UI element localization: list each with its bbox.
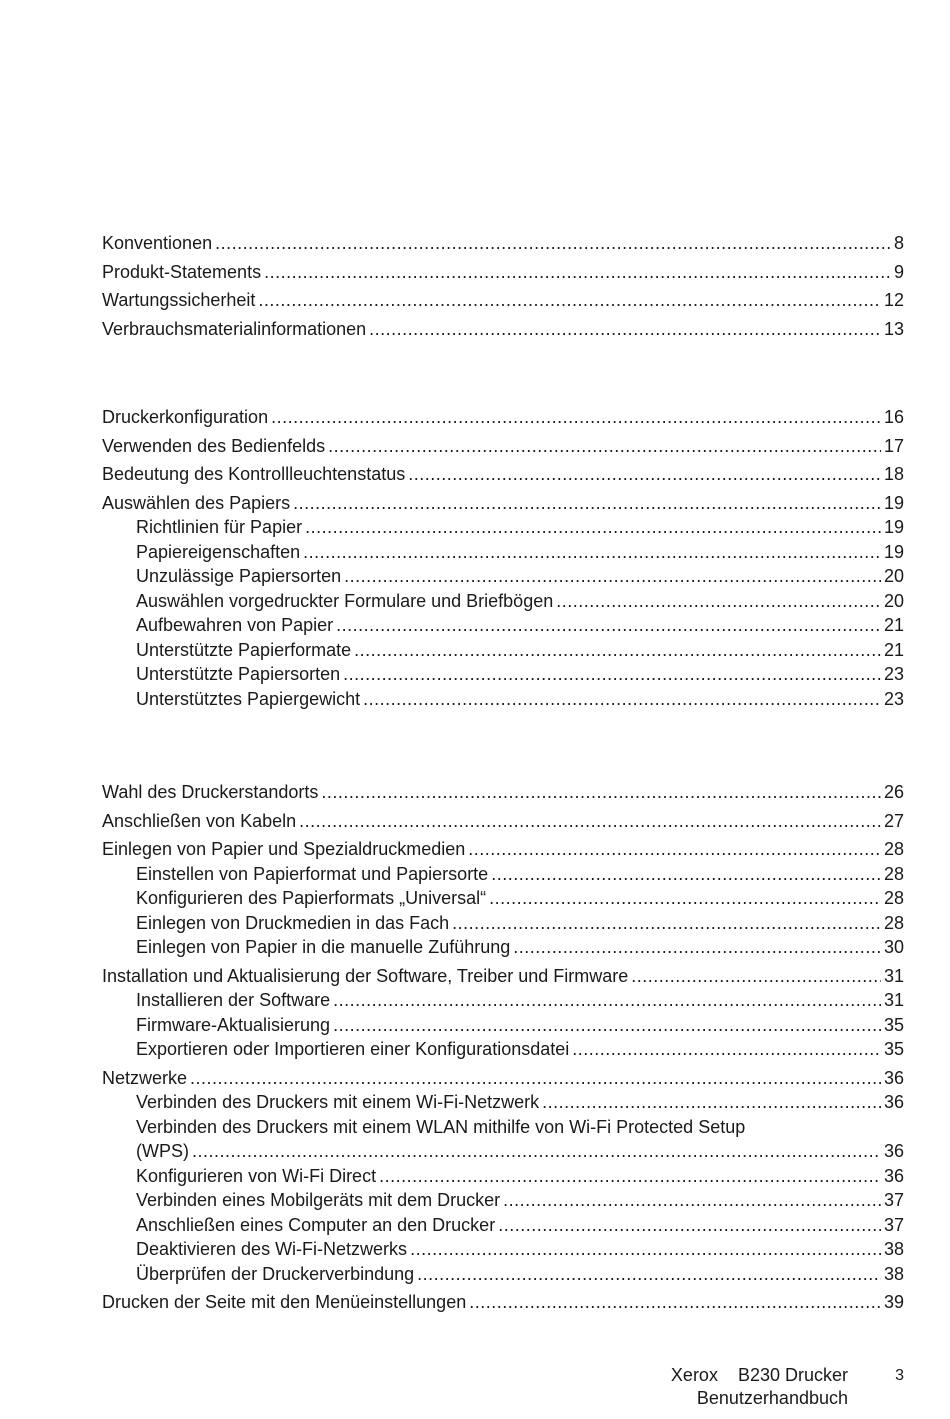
toc-entry[interactable] <box>102 405 904 430</box>
page-number: 3 <box>895 1367 904 1384</box>
toc-subentry[interactable] <box>102 935 904 960</box>
dot-leader <box>328 434 881 459</box>
toc-entry-title: Verbinden des Druckers mit einem Wi-Fi-Netzwerk <box>136 1092 540 1112</box>
dot-leader <box>264 260 891 285</box>
toc-entry-title: Anschließen eines Computer an den Drucker <box>136 1214 496 1235</box>
toc-subentry[interactable] <box>102 589 904 614</box>
toc-entry-page: 13 <box>883 318 904 339</box>
toc-entry[interactable] <box>102 1066 904 1091</box>
dot-leader <box>271 405 881 430</box>
toc-entry-title: Konfigurieren von Wi-Fi Direct <box>136 1165 377 1186</box>
dot-leader <box>513 935 881 960</box>
toc-entry[interactable] <box>102 288 904 313</box>
toc-subentry[interactable] <box>102 988 904 1013</box>
toc-entry-page: 18 <box>883 464 904 484</box>
toc-entry-page: 23 <box>883 688 904 709</box>
dot-leader <box>410 1237 881 1262</box>
toc-entry-title: Konfigurieren des Papierformats „Universal“ <box>136 888 487 908</box>
toc-entry-page: 30 <box>883 937 904 957</box>
toc-entry-page: 36 <box>883 1092 904 1112</box>
toc-entry-page: 38 <box>883 1263 904 1284</box>
toc-entry-page: 28 <box>883 863 904 884</box>
footer <box>600 1364 848 1410</box>
toc-entry-page: 31 <box>883 990 904 1010</box>
toc-subentry[interactable] <box>102 1037 904 1062</box>
toc-entry-title: (WPS) <box>136 1141 189 1161</box>
toc-entry-title: Einstellen von Papierformat und Papiersorte <box>136 863 489 884</box>
toc-entry-title: Anschließen von Kabeln <box>102 810 297 831</box>
toc-entry[interactable] <box>102 1290 904 1315</box>
toc-entry-title: Richtlinien für Papier <box>136 517 303 537</box>
toc-entry-title: Konventionen <box>102 233 213 253</box>
toc-entry-page: 17 <box>883 435 904 456</box>
toc-entry-page: 19 <box>883 541 904 562</box>
toc-entry-title: Unzulässige Papiersorten <box>136 566 342 586</box>
toc-entry-title: Wahl des Druckerstandorts <box>102 782 319 802</box>
dot-leader <box>503 1188 881 1213</box>
toc-subentry[interactable] <box>102 886 904 911</box>
toc-entry-page: 35 <box>883 1014 904 1035</box>
toc-entry-page: 39 <box>883 1292 904 1312</box>
dot-leader <box>321 780 881 805</box>
toc-entry-page: 36 <box>883 1165 904 1186</box>
toc-entry-title: Auswählen des Papiers <box>102 492 291 513</box>
dot-leader <box>305 515 881 540</box>
toc-subentry[interactable] <box>102 662 904 687</box>
toc-entry-page: 27 <box>883 810 904 831</box>
toc-entry-page: 9 <box>893 261 904 282</box>
toc-entry-title: Papiereigenschaften <box>136 541 301 562</box>
toc-entry-title: Einlegen von Papier in die manuelle Zuführung <box>136 937 511 957</box>
toc-entry-page: 36 <box>883 1141 904 1161</box>
dot-leader <box>258 288 881 313</box>
toc-entry-page: 35 <box>883 1039 904 1059</box>
toc-entry-title: Produkt-Statements <box>102 261 262 282</box>
dot-leader <box>498 1213 881 1238</box>
toc-entry-title: Firmware-Aktualisierung <box>136 1014 331 1035</box>
toc-entry-page: 26 <box>883 782 904 802</box>
toc-subentry[interactable] <box>102 862 904 887</box>
toc-subentry-title-line1[interactable]: Verbinden des Druckers mit einem WLAN mithilfe von Wi-Fi Protected Setup <box>136 1116 746 1137</box>
toc-entry[interactable] <box>102 837 904 862</box>
toc-entry[interactable] <box>102 231 904 256</box>
dot-leader <box>489 886 881 911</box>
dot-leader <box>192 1139 881 1164</box>
dot-leader <box>572 1037 881 1062</box>
toc-subentry[interactable] <box>102 540 904 565</box>
toc-entry-title: Verbinden eines Mobilgeräts mit dem Drucker <box>136 1190 501 1210</box>
dot-leader <box>469 1290 881 1315</box>
toc-entry-title: Auswählen vorgedruckter Formulare und Briefbögen <box>136 590 554 611</box>
toc-entry-title: Verwenden des Bedienfelds <box>102 435 326 456</box>
toc-entry-page: 28 <box>883 839 904 859</box>
toc-section-3 <box>102 776 904 1315</box>
dot-leader <box>631 964 881 989</box>
toc-subentry[interactable] <box>102 1090 904 1115</box>
dot-leader <box>363 687 881 712</box>
toc-subentry[interactable] <box>102 1164 904 1189</box>
toc-subentry[interactable] <box>102 911 904 936</box>
toc-entry-page: 19 <box>883 492 904 513</box>
toc-subentry[interactable] <box>102 1139 904 1164</box>
toc-subentry[interactable] <box>102 515 904 540</box>
toc-entry[interactable] <box>102 780 904 805</box>
dot-leader <box>452 911 881 936</box>
toc-subentry[interactable] <box>102 564 904 589</box>
toc-entry-page: 8 <box>893 233 904 253</box>
toc-entry-page: 21 <box>883 639 904 660</box>
toc-entry-page: 36 <box>883 1067 904 1088</box>
dot-leader <box>336 613 881 638</box>
dot-leader <box>293 491 881 516</box>
toc-entry-title: Exportieren oder Importieren einer Konfigurationsdatei <box>136 1039 570 1059</box>
toc-entry-page: 38 <box>883 1239 904 1259</box>
dot-leader <box>215 231 891 256</box>
dot-leader <box>299 809 881 834</box>
toc-subentry[interactable] <box>102 1213 904 1238</box>
toc-entry-page: 37 <box>883 1190 904 1210</box>
toc-subentry[interactable] <box>102 613 904 638</box>
toc-section-1 <box>102 227 904 341</box>
dot-leader <box>354 638 881 663</box>
toc-entry[interactable] <box>102 809 904 834</box>
toc-entry-title: Aufbewahren von Papier <box>136 615 334 635</box>
toc-entry-title: Installation und Aktualisierung der Software, Treiber und Firmware <box>102 965 629 986</box>
toc-entry-title: Netzwerke <box>102 1067 188 1088</box>
dot-leader <box>333 1013 881 1038</box>
toc-subentry[interactable] <box>102 1188 904 1213</box>
dot-leader <box>417 1262 881 1287</box>
toc-subentry[interactable] <box>102 638 904 663</box>
toc-entry-page: 12 <box>883 290 904 310</box>
toc-section-2 <box>102 401 904 711</box>
toc-entry[interactable] <box>102 317 904 342</box>
toc-entry-page: 19 <box>883 517 904 537</box>
toc-entry[interactable] <box>102 491 904 516</box>
toc-entry-title: Unterstützte Papiersorten <box>136 664 341 684</box>
toc-entry-title: Deaktivieren des Wi-Fi-Netzwerks <box>136 1239 408 1259</box>
dot-leader <box>408 462 881 487</box>
toc-entry[interactable] <box>102 434 904 459</box>
toc-subentry[interactable] <box>102 1237 904 1262</box>
toc-entry-page: 31 <box>883 965 904 986</box>
toc-entry-title: Verbrauchsmaterialinformationen <box>102 318 367 339</box>
toc-entry-title: Einlegen von Papier und Spezialdruckmedien <box>102 839 466 859</box>
toc-entry-title: Druckerkonfiguration <box>102 407 269 427</box>
dot-leader <box>343 662 881 687</box>
toc-entry-title: Unterstütztes Papiergewicht <box>136 688 361 709</box>
toc-entry-page: 20 <box>883 566 904 586</box>
toc-entry[interactable] <box>102 462 904 487</box>
toc-entry-page: 20 <box>883 590 904 611</box>
footer-product: Xerox B230 Drucker <box>670 1365 848 1385</box>
dot-leader <box>190 1066 881 1091</box>
toc-entry-page: 28 <box>883 888 904 908</box>
toc-entry-page: 16 <box>883 407 904 427</box>
toc-subentry[interactable] <box>102 687 904 712</box>
toc-entry-page: 23 <box>883 664 904 684</box>
dot-leader <box>468 837 881 862</box>
dot-leader <box>556 589 881 614</box>
toc-entry-title: Installieren der Software <box>136 990 331 1010</box>
toc-entry-title: Drucken der Seite mit den Menüeinstellungen <box>102 1292 467 1312</box>
dot-leader <box>333 988 881 1013</box>
dot-leader <box>369 317 881 342</box>
toc-entry-title: Überprüfen der Druckerverbindung <box>136 1263 415 1284</box>
toc-entry-title: Wartungssicherheit <box>102 290 256 310</box>
dot-leader <box>379 1164 881 1189</box>
footer-manual: Benutzerhandbuch <box>696 1388 848 1408</box>
toc-entry-title: Einlegen von Druckmedien in das Fach <box>136 912 450 933</box>
toc-entry-title: Bedeutung des Kontrollleuchtenstatus <box>102 464 406 484</box>
toc-entry-page: 21 <box>883 615 904 635</box>
dot-leader <box>344 564 881 589</box>
dot-leader <box>303 540 881 565</box>
toc-entry-title: Unterstützte Papierformate <box>136 639 352 660</box>
toc-entry[interactable] <box>102 964 904 989</box>
dot-leader <box>542 1090 881 1115</box>
toc-subentry[interactable] <box>102 1262 904 1287</box>
toc-subentry[interactable] <box>102 1013 904 1038</box>
toc-entry-page: 37 <box>883 1214 904 1235</box>
toc-entry[interactable] <box>102 260 904 285</box>
dot-leader <box>491 862 881 887</box>
toc-entry-page: 28 <box>883 912 904 933</box>
